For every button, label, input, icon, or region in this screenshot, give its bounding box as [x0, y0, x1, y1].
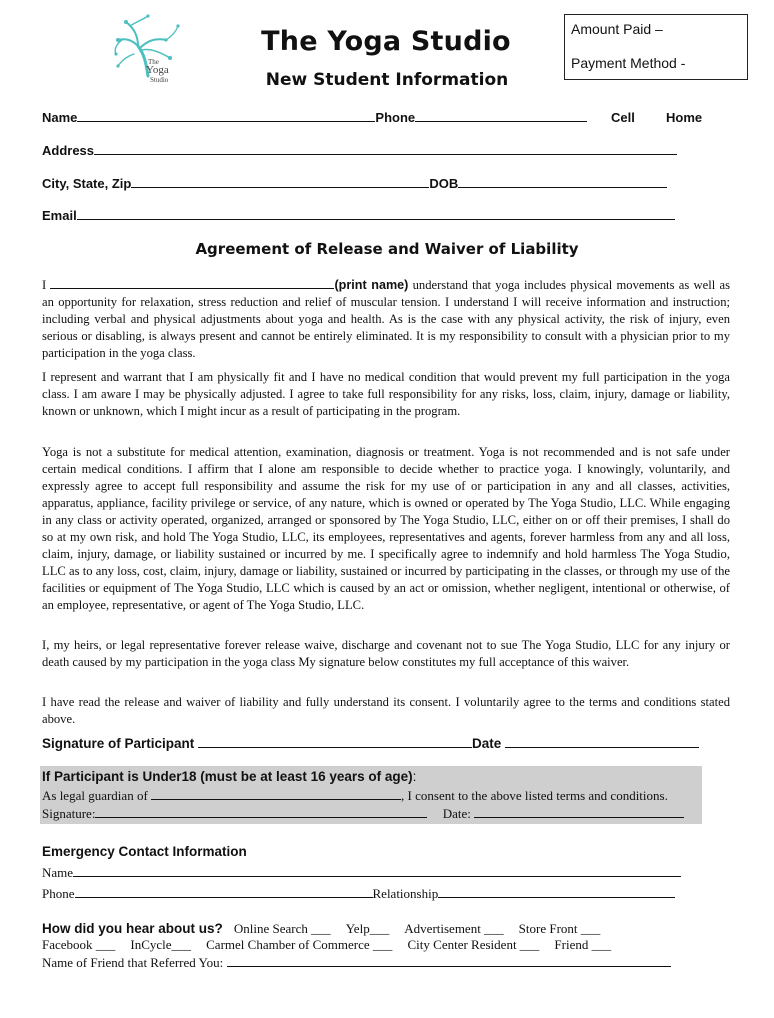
emergency-name-field[interactable]: [73, 866, 681, 877]
friend-referral-row: [42, 955, 671, 971]
guardian-signature-label: Signature:: [42, 806, 96, 821]
guardian-signature-field[interactable]: [95, 807, 427, 818]
address-label: Address: [42, 143, 95, 158]
participant-signature-field[interactable]: [198, 737, 472, 748]
participant-date-field[interactable]: [505, 737, 699, 748]
address-field[interactable]: [94, 144, 677, 155]
waiver-paragraph-3: Yoga is not a substitute for medical attention, examination, diagnosis or treatment. Yoga is not recommended and is not safe under certain medical conditions. I affirm that I alone am responsible to decide whether to practice yoga. I knowingly, voluntarily, and expressly agree to accept full responsibility and assume the risk for my use of or participation in any and all classes, activities, apparatus, appliance, facility privilege or service, of any nature, which is owned or operated by The Yoga Studio, LLC. While engaging in any class or activity operated, organized, arranged or sponsored by The Yoga Studio, LLC, either on or off their premises, I shall do so at my own risk, and hold The Yoga Studio, LLC, its employees, representatives and agents, forever harmless from any and all loss, claim, injury, damage, or liability sustained or incurred by me. I specifically agree to indemnify and hold harmless The Yoga Studio, LLC as to any loss, cost, claim, injury, damage or liability, sustained or incurred by participating in the classes, or through my use of the facilities or equipment of The Yoga Studio, LLC which is caused by an act or omission, whether negligent, intentional or otherwise, of an employee, representative, or agent of The Yoga Studio, LLC.: [42, 445, 730, 612]
relationship-field[interactable]: [438, 887, 675, 898]
home-option[interactable]: Home: [666, 110, 703, 125]
emergency-name-label: Name: [42, 865, 74, 880]
city-field[interactable]: [131, 177, 429, 188]
address-row: [42, 143, 677, 158]
minor-heading: If Participant is Under18 (must be at least 16 years of age):: [42, 769, 417, 784]
emergency-phone-field[interactable]: [75, 887, 373, 898]
amount-paid-label: Amount Paid –: [571, 21, 663, 37]
waiver-paragraph-2: I represent and warrant that I am physically fit and I have no medical condition that would prevent my full participation in the yoga class. I am aware I may be physically adjusted. I agree to take full responsibility for any risks, loss, claim, injury, damage or liability, known or unknown, which I might incur as a result of participating in the program.: [42, 370, 730, 418]
friend-referral-field[interactable]: [227, 956, 671, 967]
referral-carmel-chamber[interactable]: Carmel Chamber of Commerce ___: [206, 937, 393, 952]
email-label: Email: [42, 208, 77, 223]
emergency-name-row: [42, 865, 681, 881]
guardian-row: [42, 788, 668, 804]
dob-field[interactable]: [458, 177, 667, 188]
guardian-of-field[interactable]: [151, 789, 401, 800]
referral-heading: How did you hear about us?: [42, 921, 223, 936]
referral-yelp[interactable]: Yelp___: [345, 921, 390, 936]
waiver-heading: Agreement of Release and Waiver of Liability: [195, 240, 579, 258]
waiver-paragraph-1: I (print name) understand that yoga includes physical movements as well as an opportunity for relaxation, stress reduction and relief of muscular tension. I understand I will receive information and instruction; including verbal and physical adjustments about yoga and health. As is the case with any physical activity, the risk of injury, even serious or disabling, is always present and cannot be entirely eliminated. It is my responsibility to consult with a physician prior to my participation in the yoga class.: [42, 278, 730, 360]
print-name-label: (print name): [334, 278, 409, 292]
referral-friend[interactable]: Friend ___: [554, 937, 612, 952]
participant-date-label: Date: [472, 736, 502, 751]
guardian-date-label: Date:: [442, 806, 471, 821]
guardian-consent-text: , I consent to the above listed terms and conditions.: [401, 788, 668, 803]
guardian-label: As legal guardian of: [42, 788, 148, 803]
friend-referral-label: Name of Friend that Referred You:: [42, 955, 224, 970]
referral-facebook[interactable]: Facebook ___: [42, 937, 116, 952]
waiver-paragraph-5: I have read the release and waiver of liability and fully understand its consent. I voluntarily agree to the terms and conditions stated above.: [42, 695, 730, 726]
referral-advertisement[interactable]: Advertisement ___: [404, 921, 504, 936]
city-label: City, State, Zip: [42, 176, 132, 191]
logo-text-yoga: Yoga: [146, 64, 169, 76]
guardian-signature-row: [42, 806, 684, 822]
page-subtitle: New Student Information: [265, 70, 509, 90]
logo-text-studio: Studio: [150, 76, 169, 84]
payment-box: [564, 14, 748, 80]
emergency-phone-row: [42, 886, 675, 902]
page-title: The Yoga Studio: [261, 26, 511, 57]
relationship-label: Relationship: [372, 886, 439, 901]
guardian-date-field[interactable]: [474, 807, 684, 818]
print-name-field[interactable]: [50, 279, 334, 289]
email-field[interactable]: [77, 209, 675, 220]
phone-label: Phone: [375, 110, 416, 125]
logo-text-the: The: [148, 58, 159, 66]
referral-online-search[interactable]: Online Search ___: [233, 921, 331, 936]
participant-signature-row: [42, 736, 699, 751]
emergency-heading: Emergency Contact Information: [42, 844, 247, 859]
emergency-phone-label: Phone: [42, 886, 75, 901]
city-row: [42, 176, 667, 191]
referral-city-center[interactable]: City Center Resident ___: [407, 937, 540, 952]
cell-option[interactable]: Cell: [611, 110, 635, 125]
referral-row-2: [42, 934, 611, 953]
referral-store-front[interactable]: Store Front ___: [518, 921, 601, 936]
payment-method-label: Payment Method -: [571, 55, 686, 71]
name-label: Name: [42, 110, 78, 125]
email-row: [42, 208, 675, 223]
name-row: [42, 110, 587, 125]
participant-signature-label: Signature of Participant: [42, 736, 195, 751]
referral-incycle[interactable]: InCycle___: [130, 937, 192, 952]
phone-field[interactable]: [415, 111, 587, 122]
name-field[interactable]: [77, 111, 375, 122]
waiver-paragraph-4: I, my heirs, or legal representative forever release waive, discharge and covenant not to sue The Yoga Studio, LLC for any injury or death caused by my participation in the yoga class My signature below constitutes my full acceptance of this waiver.: [42, 638, 730, 669]
dob-label: DOB: [429, 176, 459, 191]
